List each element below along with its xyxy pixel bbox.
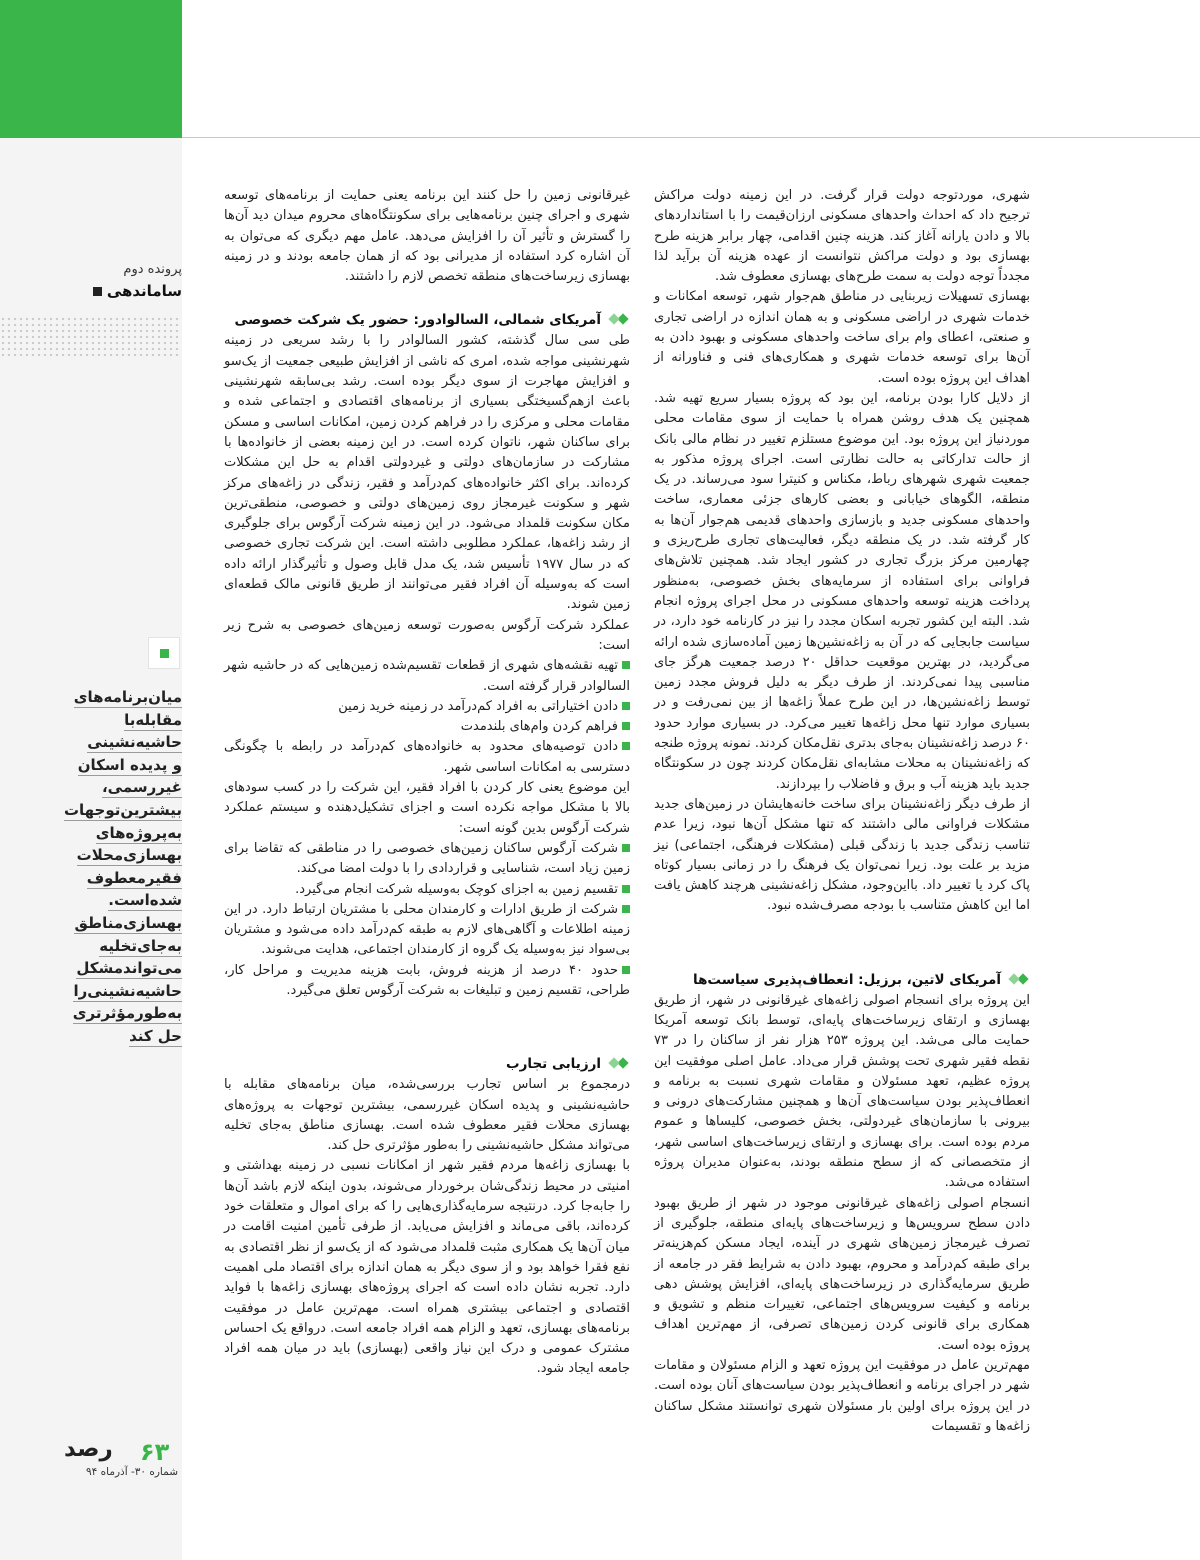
issue-info: شماره ۳۰- آذرماه ۹۴ [86,1466,178,1478]
pull-quote-line: حاشیه‌نشینی [87,733,182,752]
list-item-text: شرکت آرگوس ساکنان زمین‌های خصوصی را در مناطقی که تقاضا برای زمین زیاد است، شناسایی و قراردادی را با دولت امضا می‌کند. [224,840,630,877]
list-item-text: تهیه نقشه‌های شهری از قطعات تقسیم‌شده زمین‌هایی که در حاشیه شهر السالوادر قرار گرفته است. [224,658,630,694]
paragraph: شهری، موردتوجه دولت قرار گرفت. در این زمینه دولت مراکش ترجیح داد که احداث واحدهای مسکونی ارزان‌قیمت را با استانداردهای بالا و دادن یارانه آغاز کند. هزینه چنین اقدامی، چهار برابر هزینه طرح بهسازی بود و دولت مراکش نتوانست از عهده هزینه آن برآید لذا مجدداً توجه دولت به سمت طرح‌های بهسازی معطوف شد. [654,188,1030,285]
dot-pattern-decoration [0,316,182,356]
green-square-bullet-icon [622,966,630,974]
pull-quote-line: می‌تواندمشکل [76,959,182,978]
green-square-bullet-icon [622,844,630,852]
pull-quote-line: به‌طورمؤثرتری [72,1004,182,1023]
article-column-right [654,186,1030,1437]
pull-quote-line: به‌پروژه‌های [95,823,182,842]
section-heading-text: آمریکای لاتین، برزیل: انعطاف‌پذیری سیاست‌ها [693,971,1001,988]
paragraph: غیرقانونی زمین را حل کنند این برنامه یعنی حمایت از برنامه‌های توسعه شهری و اجرای چنین برنامه‌هایی برای سکونتگاه‌های محروم میدان دید آن‌ها را گسترش و تأثیر آن را افزایش می‌دهد. عامل مهم دیگری که می‌توان به آن اشاره کرد استفاده از مدیرانی بود که از همان جامعه بودند و در زمینه بهسازی زیرساخت‌های منطقه تخصص لازم را داشتند. [224,188,630,285]
paragraph: عملکرد شرکت آرگوس به‌صورت توسعه زمین‌های خصوصی به شرح زیر است: [224,617,630,653]
pull-quote-line: غیررسمی، [101,778,182,797]
pull-quote-line: و پدیده اسکان [77,755,182,774]
list-item-text: فراهم کردن وام‌های بلندمدت [460,719,618,735]
article-column-left [224,186,630,1380]
pull-quote-line: میان‌برنامه‌های [73,688,182,706]
green-square-bullet-icon [622,742,630,750]
pull-quote-line: مقابله‌با [124,710,182,729]
pull-quote-line: فقیرمعطوف [86,868,182,887]
list-item [224,880,630,900]
pull-quote-line: شده‌است. [108,891,182,910]
list-item-text: دادن اختیاراتی به افراد کم‌درآمد در زمینه خرید زمین [338,698,618,714]
list-item [224,900,630,961]
diamond-bullet-icon [606,1057,630,1069]
pull-quote-line: به‌جای‌تخلیه [99,936,182,955]
section-heading-text: ارزیابی تجارب [506,1056,601,1073]
pull-quote-line: بیشترین‌توجهات [63,800,182,819]
header-color-block [0,0,182,138]
magazine-logo: رصد [64,1436,113,1462]
list-item [224,717,630,737]
paragraph: از طرف دیگر زاغه‌نشینان برای ساخت خانه‌هایشان در زمین‌های جدید مشکلات فراوانی مالی داشتند که تنها مشکل آن‌ها نبود، زیرا عدم تناسب زندگی جدید با زندگی قبلی (مشکلات فرهنگی، اجتماعی) نیز مزید بر علت بود. زیرا نمی‌توان یک فرهنگ را در زمانی بسیار کوتاه پاک کرد یا تغییر داد. بااین‌وجود، مشکل زاغه‌نشینی هرچند کاهش یافت اما این کاهش متناسب با بودجه مصرف‌شده نبود. [654,796,1030,914]
paragraph: طی سی سال گذشته، کشور السالوادر را با رشد سریعی در زمینه شهرنشینی مواجه شده، امری که ناشی از افزایش طبیعی جمعیت از یک‌سو و افزایش مهاجرت از سوی دیگر بوده است. رشد بی‌سابقه شهرنشینی باعث ازهم‌گسیختگی بسیاری از برنامه‌های اقتصادی و اجتماعی شده و مقامات محلی و مرکزی را در فراهم کردن زمین، امکانات اساسی و مسکن برای ساکنان شهر، ناتوان کرده است. در این زمینه بعضی از خانواده‌ها با مشارکت در سازمان‌های دولتی و غیردولتی اقدام به حل این مشکلات کرده‌اند. برای اکثر خانواده‌های کم‌درآمد و فقیر، زندگی در زاغه‌های مرکز شهر و سکونت غیرمجاز روی زمین‌های دولتی و خصوصی، منطقی‌ترین مکان سکونت قلمداد می‌شود. در این زمینه شرکت آرگوس برای جلوگیری از رشد زاغه‌ها، عملکرد مطلوبی داشته است. این شرکت تجاری خصوصی که در سال ۱۹۷۷ تأسیس شد، یک مدل قابل وصول و تأثیرگذار ارائه داده است که به‌وسیله آن افراد فقیر می‌توانند از طریق قانونی مالک قطعه‌ای زمین شوند. [224,333,630,613]
paragraph: انسجام اصولی زاغه‌های غیرقانونی موجود در شهر از طریق بهبود دادن سطح سرویس‌ها و زیرساخت‌های پایه‌ای منطقه، جلوگیری از تصرف غیرمجاز زمین‌های شهری در آینده، ایجاد مسکن کم‌هزینه‌تر برای طبقه کم‌درآمد و محروم، بهبود دادن به شرایط فقر در جامعه از طریق سرمایه‌گذاری در زیرساخت‌های پایه‌ای، افزایش پوشش دهی برنامه و کیفیت سرویس‌های اجتماعی، تغییرات منظم و تشویق و همکاری برای قانونی کردن زمین‌های تصرفی، از مهم‌ترین اهداف پروژه بوده است. [654,1195,1030,1353]
pull-quote-line: حل کند [129,1026,182,1045]
list-item-text: شرکت از طریق ادارات و کارمندان محلی با مشتریان ارتباط دارد. در این زمینه اطلاعات و آگاهی‌های لازم به طبقه کم‌درآمد داده می‌شود و مشتریان بی‌سواد نیز به‌وسیله یک گروه از کارمندان اجتماعی، هدایت می‌شوند. [224,901,630,958]
green-square-bullet-icon [622,722,630,730]
green-square-bullet-icon [622,661,630,669]
section-label: پرونده دوم [123,262,182,277]
paragraph: با بهسازی زاغه‌ها مردم فقیر شهر از امکانات نسبی در زمینه بهداشتی و امنیتی در محیط زندگی‌شان برخوردار می‌شوند، بدون اینکه لازم باشد آن‌ها را جابه‌جا کرد. درنتیجه سرمایه‌گذاری‌هایی را که برای اموال و متعلقات خود کرده‌اند، باقی می‌ماند و افزایش می‌یابد. از طرفی تأمین امنیت اقامت در میان آن‌ها یک همکاری مثبت قلمداد می‌شود که از یک‌سو از نظر اقتصادی به نفع فقرا خواهد بود و از سوی دیگر به همان اندازه برای اقتصاد ملی اهمیت دارد. تجربه نشان داده است که اجرای پروژه‌های بهسازی زاغه‌ها با فواید اقتصادی و اجتماعی بیشتری همراه است. مهم‌ترین عامل در موفقیت برنامه‌های بهسازی، تعهد و الزام همه افراد جامعه است. درواقع یک احساس مشترک عمومی و درک این نیاز واقعی (بهسازی) باید در میان همه افراد جامعه ایجاد شود. [224,1158,630,1377]
quote-square-icon [148,637,180,669]
list-item [224,697,630,717]
pull-quote [52,686,182,1048]
list-item-text: حدود ۴۰ درصد از هزینه فروش، بابت هزینه مدیریت و مراحل کار، طراحی، تقسیم زمین و تبلیغات به شرکت آرگوس تعلق می‌گیرد. [224,962,630,998]
diamond-bullet-icon [606,313,630,325]
section-title-text: ساماندهی [106,282,182,300]
list-item-text: دادن توصیه‌های محدود به خانواده‌های کم‌درآمد در رابطه با چگونگی دسترسی به امکانات اساسی شهر. [224,739,630,775]
list-item [224,656,630,697]
section-heading-text: آمریکای شمالی، السالوادور: حضور یک شرکت خصوصی [234,312,601,329]
section-heading [224,309,630,331]
section-heading [224,1053,630,1075]
section-title [12,282,182,300]
pull-quote-line: بهسازی‌محلات [76,846,182,865]
section-heading [654,969,1030,991]
paragraph: از دلایل کارا بودن برنامه، این بود که پروژه بسیار سریع تهیه شد. همچنین یک هدف روشن همراه با حمایت از سوی مقامات محلی موردنیاز این پروژه بود. این موضوع مستلزم تغییر در نظام مالی بانک از حالت تدارکاتی به حالت نظارتی است. اجرای پروژه مذکور به جمعیت شهری شهرهای رباط، مکناس و کنیترا سود می‌رساند. در یک منطقه، الگوهای خیابانی و بعضی کارهای جزئی معماری، ساخت واحدهای مسکونی جدید و بازسازی واحدهای قدیمی هم‌جوار آن‌ها به کار گرفته شد. در یک منطقه دیگر، فعالیت‌های تجاری طرح‌ریزی و چهارمین مرکز بزرگ تجاری در کشور ایجاد شد. همچنین تلاش‌های فراوانی برای استفاده از سرمایه‌های بخش خصوصی، به‌منظور پرداخت هزینه توسعه واحدهای مسکونی در محل اجرای پروژه انجام شد. البته این کشور تجربه اسکان مجدد را نیز در کارنامه خود دارد، در سیاست جابجایی که در آن به زاغه‌نشین‌ها زمین آماده‌سازی شده ارائه می‌گردید، در بهترین موقعیت حداقل ۲۰ درصد جمعیت هرگز جای مناسبی پیدا نمی‌کردند. از طرف دیگر به دلیل فروش مجدد زمین توسط زاغه‌نشین‌ها، در این طرح عملاً زاغه‌ها از بین نمی‌رفت و در بسیاری موارد تنها محل زاغه‌ها تغییر می‌کرد. در بسیاری موارد حدود ۶۰ درصد زاغه‌نشینان به‌جای بدتری نقل‌مکان کردند. نمونه پروژه طنجه که زاغه‌نشینان به محلات مشابه‌ای نقل‌مکان کردند چون در سکونتگاه جدید باید هزینه آب و برق و فاضلاب را بپردازند. [654,390,1030,792]
green-square-bullet-icon [622,702,630,710]
green-square-bullet-icon [622,885,630,893]
list-item [224,961,630,1002]
diamond-bullet-icon [1006,973,1030,985]
list-item [224,737,630,778]
paragraph: درمجموع بر اساس تجارب بررسی‌شده، میان برنامه‌های مقابله با حاشیه‌نشینی و پدیده اسکان غیررسمی، بیشترین توجهات به پروژه‌های بهسازی محلات فقیر معطوف شده است. بهسازی مناطق به‌جای تخلیه می‌تواند مشکل حاشیه‌نشینی را به‌طور مؤثرتری حل کند. [224,1077,630,1154]
square-bullet-icon [93,287,102,296]
green-square-bullet-icon [622,905,630,913]
paragraph: این پروژه برای انسجام اصولی زاغه‌های غیرقانونی در شهر، از طریق بهسازی و ارتقای زیرساخت‌های پایه‌ای، توسط بانک توسعه آمریکا حمایت مالی می‌شد. این پروژه ۲۵۳ هزار نفر از ساکنان را در ۷۳ نقطه فقیر شهری تحت پوشش قرار می‌داد. عامل اصلی موفقیت این پروژه عظیم، تعهد مسئولان و مقامات شهری نسبت به برنامه و انعطاف‌پذیر بودن سیاست‌های آن‌ها و همچنین مشارکت‌های درونی و بیرونی با سازمان‌های غیردولتی، بخش خصوصی، کلیساها و عموم مردم بوده است. برای بهسازی و ارتقای زیرساخت‌های اساسی شهر، از متخصصانی که از سطح منطقه بودند، به‌عنوان مدیران پروژه استفاده می‌شد. [654,992,1030,1191]
page-number: ۶۳ [140,1438,170,1466]
list-item-text: تقسیم زمین به اجزای کوچک به‌وسیله شرکت انجام می‌گیرد. [295,881,618,897]
pull-quote-line: حاشیه‌نشینی‌را [73,981,182,1000]
header-divider [182,137,1200,138]
paragraph: بهسازی تسهیلات زیربنایی در مناطق هم‌جوار شهر، توسعه امکانات و خدمات شهری در اراضی مسکونی و به همان اندازه در اراضی تجاری و صنعتی، اعطای وام برای ساخت واحدهای مسکونی و بهبود دادن به آن‌ها برای توسعه خدمات شهری و همکاری‌های فنی و فناورانه از اهداف این پروژه بوده است. [654,289,1030,386]
pull-quote-line: بهسازی‌مناطق [74,913,182,932]
list-item [224,839,630,880]
paragraph: مهم‌ترین عامل در موفقیت این پروژه تعهد و الزام مسئولان و مقامات شهر در اجرای برنامه و انعطاف‌پذیر بودن سیاست‌های آنان بوده است. در این پروژه برای اولین بار مسئولان شهری توانستند مشکل ساکنان زاغه‌ها و تقسیمات [654,1358,1030,1434]
paragraph: این موضوع یعنی کار کردن با افراد فقیر، این شرکت را در کسب سودهای بالا با مشکل مواجه نکرده است و اجزای تشکیل‌دهنده و سیستم عملکرد شرکت آرگوس بدین گونه است: [224,780,630,836]
